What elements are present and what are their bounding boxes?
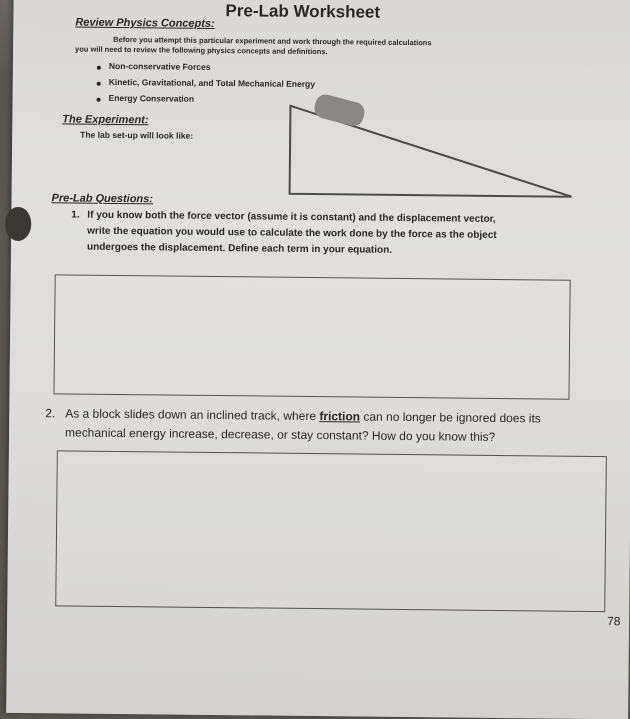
bullet — [97, 66, 101, 70]
concept-item: Non-conservative Forces — [108, 60, 211, 72]
experiment-caption: The lab set-up will look like: — [80, 129, 194, 141]
question-2-line: mechanical energy increase, decrease, or stay constant? How do you know this? — [64, 425, 496, 444]
experiment-heading: The Experiment: — [62, 113, 149, 127]
question-2-answer-box[interactable] — [55, 450, 607, 612]
question-2-line: As a block slides down an inclined track, where friction can no longer be ignored does its — [65, 406, 541, 426]
review-intro-line-1: Before you attempt this particular experiment and work through the required calculations — [113, 34, 432, 48]
concept-item: Energy Conservation — [108, 92, 195, 104]
question-1-answer-box[interactable] — [53, 274, 570, 399]
review-heading: Review Physics Concepts: — [75, 16, 215, 30]
incline-setup-diagram — [279, 94, 580, 207]
question-1-line: write the equation you would use to calculate the work done by the force as the object — [87, 225, 497, 241]
question-1-line: If you know both the force vector (assume it is constant) and the displacement vector, — [87, 209, 496, 225]
sliding-block — [312, 94, 366, 129]
bullet — [97, 98, 101, 102]
binder-hole — [5, 207, 31, 241]
question-1-number: 1. — [71, 209, 80, 221]
worksheet-page — [6, 0, 630, 719]
questions-heading: Pre-Lab Questions: — [51, 192, 154, 206]
review-intro-line-2: you will need to review the following physics concepts and definitions. — [75, 44, 328, 57]
question-2-number: 2. — [45, 406, 56, 421]
friction-emphasis: friction — [319, 409, 361, 424]
page-number: 78 — [607, 614, 621, 629]
page-title: Pre-Lab Worksheet — [225, 1, 381, 22]
bullet — [97, 82, 101, 86]
concept-item: Kinetic, Gravitational, and Total Mechanical Energy — [108, 76, 316, 90]
question-1-line: undergoes the displacement. Define each term in your equation. — [86, 241, 393, 256]
